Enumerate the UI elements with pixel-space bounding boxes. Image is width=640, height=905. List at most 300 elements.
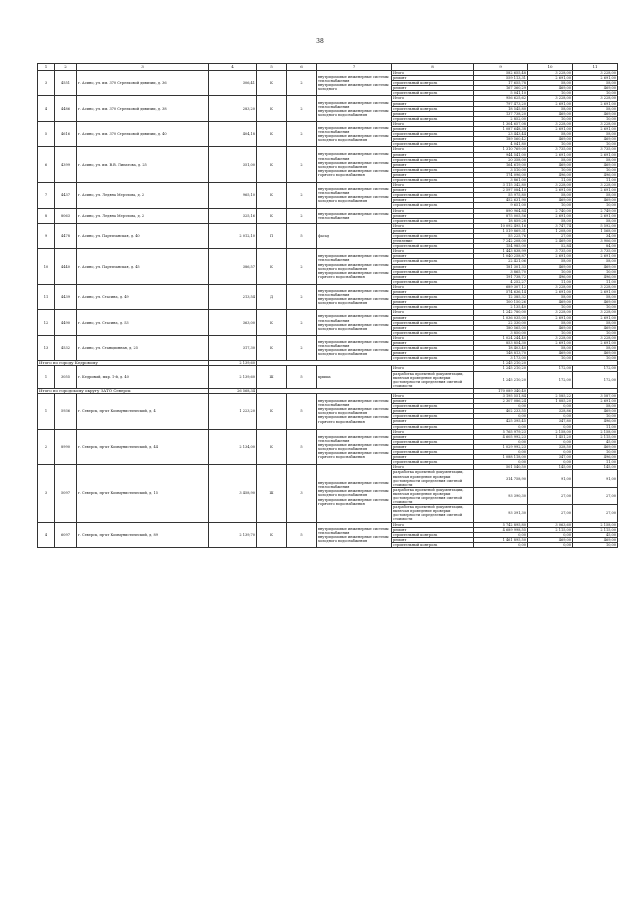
house-address: г. Асино, ул. Партизанская, д. 40 [77, 223, 209, 248]
column-number-8: 8 [392, 64, 474, 71]
cost-limit: 27,00 [573, 505, 618, 522]
cost-per-sqm: 172,00 [528, 366, 573, 371]
cost-per-sqm: 347,80 [528, 419, 573, 424]
house-address: г. Кедровый, мкр. 1-й, д. 40 [77, 366, 209, 388]
work-kind: ремонт [392, 76, 474, 81]
cost-limit: 2 115,00 [573, 527, 618, 532]
row-number: 3 [38, 71, 55, 96]
work-types [317, 335, 392, 360]
work-kind: строительный контроль [392, 193, 474, 198]
work-kind: ремонт [392, 86, 474, 91]
cost-per-sqm: 145,00 [528, 465, 573, 470]
cost-total: 93 390,30 [474, 487, 528, 504]
cost-limit: 3 228,00 [573, 284, 618, 289]
cost-per-sqm: 469,00 [528, 137, 573, 142]
work-type: фасад [318, 234, 330, 238]
cost-per-sqm: 58,00 [528, 218, 573, 223]
work-type: внутридомовые инженерные системы теплоснабжения [318, 100, 389, 109]
row-number: 12 [38, 310, 55, 335]
cost-per-sqm: 2 585,22 [528, 394, 573, 399]
work-kind: строительный контроль [392, 279, 474, 284]
floors: 2 [287, 335, 317, 360]
wall-material: Д [257, 284, 287, 309]
house-address: г. Асино, ул. Ледяна Мерзлова, д. 2 [77, 183, 209, 208]
work-kind: ремонт [392, 300, 474, 305]
house-area: 3 458,90 [209, 465, 257, 522]
cost-limit: 58,00 [573, 295, 618, 300]
cost-per-sqm: 1 208,00 [528, 228, 573, 233]
cost-per-sqm: 58,00 [528, 295, 573, 300]
work-kind: ремонт [392, 264, 474, 269]
cost-total: 18 859,28 [474, 218, 528, 223]
work-type: внутридомовые инженерные системы холодного водоснабжения [318, 442, 389, 451]
cost-limit: 11,00 [573, 424, 618, 429]
house-area: 2 139,70 [209, 522, 257, 547]
column-number-9: 9 [474, 64, 528, 71]
cost-limit: 469,00 [573, 198, 618, 203]
cost-total: 3 173,00 [474, 356, 528, 361]
work-type: внутридомовые инженерные системы теплоснабжения [318, 187, 389, 196]
work-kind: ремонт [392, 444, 474, 449]
cost-limit: 5 592,00 [573, 223, 618, 228]
house-area: 2 012,10 [209, 223, 257, 248]
wall-material: К [257, 310, 287, 335]
cost-total: 55 975,80 [474, 193, 528, 198]
floors: 2 [287, 121, 317, 146]
work-kind: ремонт [392, 111, 474, 116]
cost-total: 2 852,00 [474, 116, 528, 121]
work-types [317, 394, 392, 430]
cost-per-sqm: 2 691,00 [528, 101, 573, 106]
cost-total: 180 565,00 [474, 325, 528, 330]
cost-per-sqm: 10,00 [528, 305, 573, 310]
floors: 5 [287, 394, 317, 430]
house-code: 3055 [55, 366, 77, 388]
cost-per-sqm: 58,00 [528, 106, 573, 111]
work-type: внутридомовые инженерные системы холодного водоснабжения [318, 534, 389, 543]
house-code: 4616 [55, 121, 77, 146]
cost-total: 3 861,00 [474, 177, 528, 182]
cost-limit: 10,00 [573, 450, 618, 455]
work-kind: ремонт [392, 399, 474, 404]
cost-total: 1 088 118,00 [474, 455, 528, 460]
section-area: 26 568,34 [209, 388, 257, 393]
cost-total: 9 651,00 [474, 203, 528, 208]
cost-total: 22 330,00 [474, 320, 528, 325]
cost-per-sqm: 0,00 [528, 439, 573, 444]
cost-limit: 58,00 [573, 106, 618, 111]
work-kind: Итого [392, 96, 474, 101]
house-area: 317,30 [209, 335, 257, 360]
house-code: 5097 [55, 465, 77, 522]
column-number-1: 1 [38, 64, 55, 71]
work-kind: ремонт [392, 162, 474, 167]
cost-total: 55 225,76 [474, 234, 528, 239]
work-kind: строительный контроль [392, 142, 474, 147]
work-types [317, 96, 392, 121]
work-kind: строительный контроль [392, 234, 474, 239]
floors: 5 [287, 223, 317, 248]
cost-limit: 469,00 [573, 137, 618, 142]
work-kind: Итого [392, 121, 474, 126]
row-number: 7 [38, 183, 55, 208]
work-type: внутридомовые инженерные системы холодного водоснабжения [318, 489, 389, 498]
cost-limit: 58,00 [573, 404, 618, 409]
cost-per-sqm: 2 115,00 [528, 527, 573, 532]
house-code: 4440 [55, 249, 77, 285]
cost-total: 452 631,90 [474, 198, 528, 203]
cost-per-sqm: 3 228,00 [528, 121, 573, 126]
cost-limit: 469,00 [573, 162, 618, 167]
wall-material: К [257, 121, 287, 146]
work-kind: разработка проектной документации, включая проведение проверки достоверности определения сметной стоимости [392, 371, 474, 388]
work-kind: Итого [392, 284, 474, 289]
house-code: 4532 [55, 335, 77, 360]
cost-limit: 469,00 [573, 300, 618, 305]
cost-per-sqm: 469,00 [528, 351, 573, 356]
row-number: 1 [38, 394, 55, 430]
cost-total: 137 738,20 [474, 111, 528, 116]
work-kind: ремонт [392, 434, 474, 439]
work-kind: строительный контроль [392, 532, 474, 537]
work-kind: строительный контроль [392, 259, 474, 264]
work-type: внутридомовые инженерные системы теплоснабжения [318, 481, 389, 490]
cost-total: 12 385,32 [474, 295, 528, 300]
work-kind: Итого [392, 522, 474, 527]
cost-per-sqm: 496,00 [528, 172, 573, 177]
cost-per-sqm: 469,00 [528, 198, 573, 203]
cost-per-sqm: 2 691,00 [528, 290, 573, 295]
cost-limit: 58,00 [573, 218, 618, 223]
cost-per-sqm: 11,00 [528, 177, 573, 182]
cost-total: 3 510,00 [474, 167, 528, 172]
house-code: 4551 [55, 71, 77, 96]
cost-total: 1 443 838,99 [474, 249, 528, 254]
cost-total: 191 738,72 [474, 274, 528, 279]
section-sum: 1 245 210,20 [474, 361, 528, 366]
cost-per-sqm: 58,00 [528, 259, 573, 264]
work-types [317, 121, 392, 146]
cost-total: 1 304 657,08 [474, 121, 528, 126]
wall-material: К [257, 183, 287, 208]
cost-total: 875 005,56 [474, 213, 528, 218]
cost-total: 853 854,30 [474, 340, 528, 345]
work-kind: строительный контроль [392, 414, 474, 419]
section-area: 2 139,60 [209, 361, 257, 366]
work-kind: строительный контроль [392, 460, 474, 465]
column-number-7: 7 [317, 64, 392, 71]
cost-per-sqm: 469,00 [528, 300, 573, 305]
cost-per-sqm: 0,00 [528, 404, 573, 409]
cost-limit: 58,00 [573, 320, 618, 325]
column-number-2: 2 [55, 64, 77, 71]
cost-total: 5 742 895,80 [474, 522, 528, 527]
cost-limit: 10,00 [573, 542, 618, 547]
column-number-3: 3 [77, 64, 209, 71]
cost-per-sqm: 2 691,00 [528, 340, 573, 345]
wall-material: К [257, 249, 287, 285]
cost-per-sqm: 0,00 [528, 424, 573, 429]
cost-total: 0,00 [474, 532, 528, 537]
cost-total: 0,00 [474, 439, 528, 444]
house-area: 2 139,60 [209, 366, 257, 388]
cost-total: 18 403,40 [474, 346, 528, 351]
work-kind: ремонт [392, 351, 474, 356]
house-code: 4439 [55, 284, 77, 309]
work-kind: строительный контроль [392, 330, 474, 335]
cost-total: 425 395,45 [474, 419, 528, 424]
cost-per-sqm: 91,00 [528, 470, 573, 487]
floors: 5 [287, 366, 317, 388]
floors: 5 [287, 522, 317, 547]
work-kind: Итого [392, 223, 474, 228]
floors: 2 [287, 249, 317, 285]
house-area: 404,18 [209, 121, 257, 146]
cost-per-sqm: 58,00 [528, 132, 573, 137]
wall-material: К [257, 208, 287, 223]
cost-limit: 58,00 [573, 132, 618, 137]
work-kind: ремонт [392, 537, 474, 542]
cost-limit: 2 158,00 [573, 522, 618, 527]
work-types [317, 429, 392, 465]
cost-limit: 10,00 [573, 167, 618, 172]
work-kind: ремонт [392, 290, 474, 295]
cost-per-sqm: 2 691,00 [528, 188, 573, 193]
work-kind: строительный контроль [392, 177, 474, 182]
work-kind: Итого [392, 249, 474, 254]
cost-per-sqm: 10,00 [528, 269, 573, 274]
work-type: внутридомовые инженерные системы горячего водоснабжения [318, 270, 389, 279]
cost-limit: 3 228,00 [573, 121, 618, 126]
cost-total: 3 850,00 [474, 330, 528, 335]
cost-total: 1 245 210,20 [474, 371, 528, 388]
work-type: внутридомовые инженерные системы теплоснабжения [318, 288, 389, 298]
cost-per-sqm: 2 691,00 [528, 76, 573, 81]
cost-total: 689 307,12 [474, 284, 528, 289]
work-type: внутридомовые инженерные системы горячего водоснабжения [318, 168, 389, 177]
wall-material: Ш [257, 465, 287, 522]
cost-per-sqm: 2 469,00 [528, 239, 573, 244]
cost-limit: 3 906,00 [573, 239, 618, 244]
work-type: внутридомовые инженерные системы холодного водоснабжения [318, 134, 389, 143]
house-address: г. Асино, ул. Стасина, д. 49 [77, 284, 209, 309]
cost-limit: 3 228,00 [573, 310, 618, 315]
cost-limit: 496,00 [573, 172, 618, 177]
house-area: 325,16 [209, 208, 257, 223]
work-kind: разработка проектной документации, включая проведение проверки достоверности определения сметной стоимости [392, 470, 474, 487]
cost-limit: 3 228,00 [573, 96, 618, 101]
cost-total: 574 636,14 [474, 290, 528, 295]
work-type: внутридомовые инженерные системы горячего водоснабжения [318, 451, 389, 460]
cost-total: 17 655,78 [474, 81, 528, 86]
cost-limit: 58,00 [573, 157, 618, 162]
cost-total: 1 024 244,40 [474, 335, 528, 340]
cost-total: 181 301,33 [474, 264, 528, 269]
row-number: 6 [38, 147, 55, 183]
cost-limit: 2 691,00 [573, 290, 618, 295]
cost-limit: 34,00 [573, 234, 618, 239]
cost-limit: 469,00 [573, 537, 618, 542]
cost-total: 1 029 992,23 [474, 444, 528, 449]
house-area: 283,20 [209, 96, 257, 121]
cost-limit: 2 691,00 [573, 399, 618, 404]
work-kind: Итого [392, 465, 474, 470]
cost-limit: 469,00 [573, 111, 618, 116]
cost-per-sqm: 328,50 [528, 444, 573, 449]
wall-material: К [257, 71, 287, 96]
cost-total: 890 964,84 [474, 208, 528, 213]
row-number: 10 [38, 249, 55, 285]
cost-total: 1 087 648,38 [474, 127, 528, 132]
cost-total: 956 625,62 [474, 96, 528, 101]
row-number: 4 [38, 522, 55, 547]
cost-total: 2 307 086,24 [474, 399, 528, 404]
cost-per-sqm: 3 228,00 [528, 71, 573, 76]
house-code: 4437 [55, 183, 77, 208]
work-type: внутридомовые инженерные системы горячего водоснабжения [318, 415, 389, 424]
floors: 2 [287, 96, 317, 121]
cost-total: 1 242 780,00 [474, 310, 528, 315]
cost-limit: 3 228,00 [573, 183, 618, 188]
work-kind: строительный контроль [392, 157, 474, 162]
cost-limit: 496,00 [573, 419, 618, 424]
work-type: внутридомовые инженерные системы теплоснабжения [318, 339, 389, 349]
cost-limit: 11,00 [573, 279, 618, 284]
cost-limit: 469,00 [573, 409, 618, 414]
cost-total: 501 540,50 [474, 465, 528, 470]
cost-limit: 10,00 [573, 91, 618, 96]
cost-total: 3 195 551,84 [474, 394, 528, 399]
floors: 2 [287, 147, 317, 183]
work-kind: строительный контроль [392, 269, 474, 274]
work-type: внутридомовые инженерные системы холодного водоснабжения [318, 262, 389, 271]
row-number: 8 [38, 208, 55, 223]
cost-per-sqm: 0,00 [528, 450, 573, 455]
cost-total: 174 096,00 [474, 172, 528, 177]
cost-limit: 10,00 [573, 414, 618, 419]
cost-per-sqm: 3 747,74 [528, 223, 573, 228]
wall-material: П [257, 223, 287, 248]
cost-limit: 2 691,00 [573, 315, 618, 320]
work-kind: ремонт [392, 137, 474, 142]
cost-per-sqm: 469,00 [528, 162, 573, 167]
cost-per-sqm: 0,00 [528, 542, 573, 547]
cost-total: 100 150,26 [474, 300, 528, 305]
cost-per-sqm: 10,00 [528, 116, 573, 121]
wall-material: К [257, 147, 287, 183]
cost-per-sqm: 2 691,00 [528, 127, 573, 132]
cost-per-sqm: 3 063,60 [528, 522, 573, 527]
work-type: внутридомовые инженерные системы холодного водоснабжения [318, 322, 389, 331]
work-kind: строительный контроль [392, 320, 474, 325]
row-number: 3 [38, 465, 55, 522]
cost-total: 1 245 210,20 [474, 366, 528, 371]
cost-total: 559 113,31 [474, 76, 528, 81]
cost-per-sqm: 3 735,00 [528, 249, 573, 254]
cost-limit: 2 115,00 [573, 434, 618, 439]
work-type: внутридомовые инженерные системы холодного водоснабжения [318, 160, 389, 169]
cost-limit: 58,00 [573, 81, 618, 86]
cost-total: 0,00 [474, 460, 528, 465]
work-type: внутридомовые инженерные системы холодного водоснабжения [318, 297, 389, 306]
house-code: 8990 [55, 429, 77, 465]
work-kind: ремонт [392, 315, 474, 320]
cost-per-sqm: 3 735,00 [528, 147, 573, 152]
cost-limit: 3 735,00 [573, 249, 618, 254]
floors: 2 [287, 310, 317, 335]
house-area: 351,00 [209, 147, 257, 183]
cost-total: 0,00 [474, 542, 528, 547]
house-address: г. Асино, ул. им. 370 Стрелковой дивизии, д. 38 [77, 96, 209, 121]
cost-total: 20 358,00 [474, 157, 528, 162]
cost-per-sqm: 3 228,00 [528, 284, 573, 289]
cost-per-sqm: 10,00 [528, 142, 573, 147]
work-types [317, 183, 392, 208]
cost-total: 5 041,10 [474, 91, 528, 96]
cost-per-sqm: 2 691,00 [528, 254, 573, 259]
cost-per-sqm: 469,00 [528, 86, 573, 91]
wall-material: Ш [257, 366, 287, 388]
work-kind: ремонт [392, 198, 474, 203]
house-area: 386,57 [209, 249, 257, 285]
cost-per-sqm: 27,00 [528, 505, 573, 522]
cost-limit: 172,00 [573, 366, 618, 371]
cost-per-sqm: 3 228,00 [528, 96, 573, 101]
work-kind: разработка проектной документации, включая проведение проверки достоверности определения сметной стоимости [392, 487, 474, 504]
cost-total: 0,00 [474, 424, 528, 429]
cost-total: 7 242 208,00 [474, 239, 528, 244]
cost-per-sqm: 52,84 [528, 244, 573, 249]
cost-per-sqm: 469,00 [528, 325, 573, 330]
cost-per-sqm: 469,00 [528, 111, 573, 116]
cost-limit: 2 691,00 [573, 76, 618, 81]
house-code: 8063 [55, 208, 77, 223]
cost-limit: 10,00 [573, 330, 618, 335]
house-area: 363,00 [209, 310, 257, 335]
cost-per-sqm: 1 885,20 [528, 399, 573, 404]
floors: 2 [287, 183, 317, 208]
cost-limit: 469,00 [573, 351, 618, 356]
cost-total: 797 473,20 [474, 101, 528, 106]
work-kind: ремонт [392, 254, 474, 259]
work-kind: Итого [392, 310, 474, 315]
cost-total: 1 461 895,50 [474, 537, 528, 542]
work-kind: строительный контроль [392, 404, 474, 409]
work-kind: ремонт [392, 340, 474, 345]
house-area: 2 134,00 [209, 429, 257, 465]
work-types [317, 147, 392, 183]
cost-total: 1 036 035,00 [474, 315, 528, 320]
house-address: г. Асино, ул. Ледяна Мерзлова, д. 2 [77, 208, 209, 223]
work-type: внутридомовые инженерные системы теплоснабжения [318, 526, 389, 535]
work-types [317, 284, 392, 309]
wall-material: К [257, 429, 287, 465]
cost-limit: 469,00 [573, 325, 618, 330]
cost-limit: 11,00 [573, 460, 618, 465]
cost-per-sqm: 1 451,20 [528, 434, 573, 439]
work-type: внутридомовые инженерные системы теплоснабжения [318, 434, 389, 443]
cost-total: 93 391,30 [474, 505, 528, 522]
cost-total: 2 597 084,10 [474, 188, 528, 193]
cost-total: 314 758,90 [474, 470, 528, 487]
work-kind: Итого [392, 71, 474, 76]
cost-total: 0,00 [474, 450, 528, 455]
work-kind: строительный контроль [392, 106, 474, 111]
cost-total: 1 310 769,00 [474, 147, 528, 152]
work-kind: ремонт [392, 527, 474, 532]
cost-total: 2 135,40 [474, 305, 528, 310]
cost-per-sqm: 469,00 [528, 537, 573, 542]
